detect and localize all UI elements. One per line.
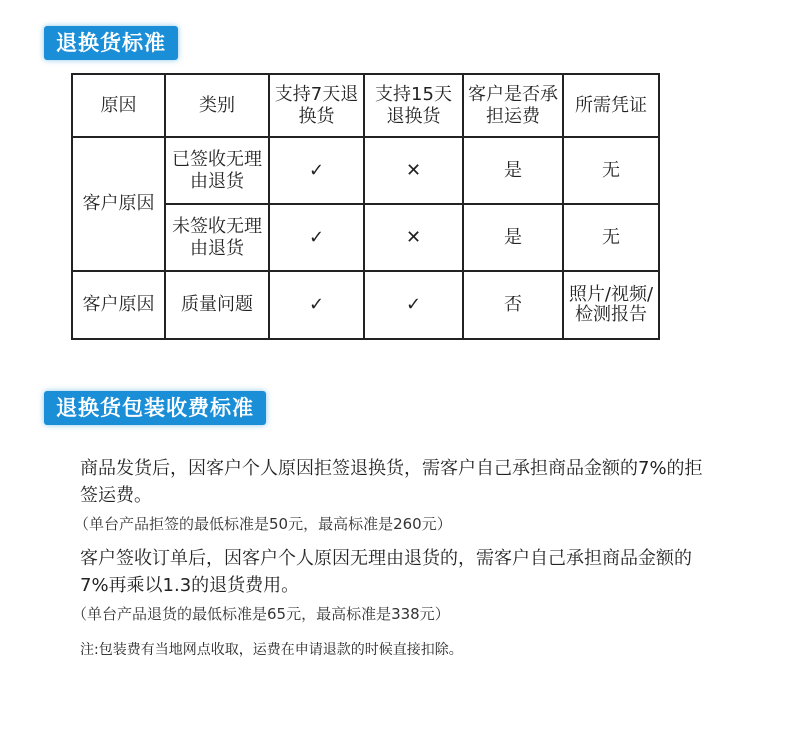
shipping-cell: 是 <box>463 204 563 271</box>
cross-icon: ✕ <box>364 204 463 271</box>
shipping-cell: 是 <box>463 137 563 204</box>
header-15day: 支持15天退换货 <box>364 74 463 137</box>
footnote: 注:包装费有当地网点收取，运费在申请退款的时候直接扣除。 <box>80 642 463 658</box>
check-icon: ✓ <box>269 137 364 204</box>
section-title-return-standard: 退换货标准 <box>44 26 178 60</box>
proof-cell: 无 <box>563 137 659 204</box>
cross-icon: ✕ <box>364 137 463 204</box>
section-title-fee-standard: 退换货包装收费标准 <box>44 391 266 425</box>
reason-cell: 客户原因 <box>72 271 165 339</box>
category-cell: 质量问题 <box>165 271 269 339</box>
table-header-row <box>72 74 659 137</box>
check-icon: ✓ <box>269 204 364 271</box>
shipping-cell: 否 <box>463 271 563 339</box>
proof-cell: 照片/视频/检测报告 <box>563 271 659 339</box>
return-fee-paragraph: 客户签收订单后，因客户个人原因无理由退货的，需客户自己承担商品金额的7%再乘以1.3的退货费用。 <box>80 548 692 596</box>
check-icon: ✓ <box>364 271 463 339</box>
table-row <box>72 271 659 339</box>
reason-cell: 客户原因 <box>72 137 165 271</box>
category-cell: 已签收无理由退货 <box>165 137 269 204</box>
header-category: 类别 <box>165 74 269 137</box>
header-reason: 原因 <box>72 74 165 137</box>
table-row <box>72 137 659 204</box>
header-7day: 支持7天退换货 <box>269 74 364 137</box>
return-policy-table <box>71 73 660 340</box>
category-cell: 未签收无理由退货 <box>165 204 269 271</box>
header-shipping: 客户是否承担运费 <box>463 74 563 137</box>
header-proof: 所需凭证 <box>563 74 659 137</box>
refusal-fee-paragraph: 商品发货后，因客户个人原因拒签退换货，需客户自己承担商品金额的7%的拒签运费。 <box>80 458 703 506</box>
check-icon: ✓ <box>269 271 364 339</box>
proof-cell: 无 <box>563 204 659 271</box>
return-fee-note: （单台产品退货的最低标准是65元，最高标准是338元） <box>72 605 450 623</box>
refusal-fee-note: （单台产品拒签的最低标准是50元，最高标准是260元） <box>74 515 452 533</box>
